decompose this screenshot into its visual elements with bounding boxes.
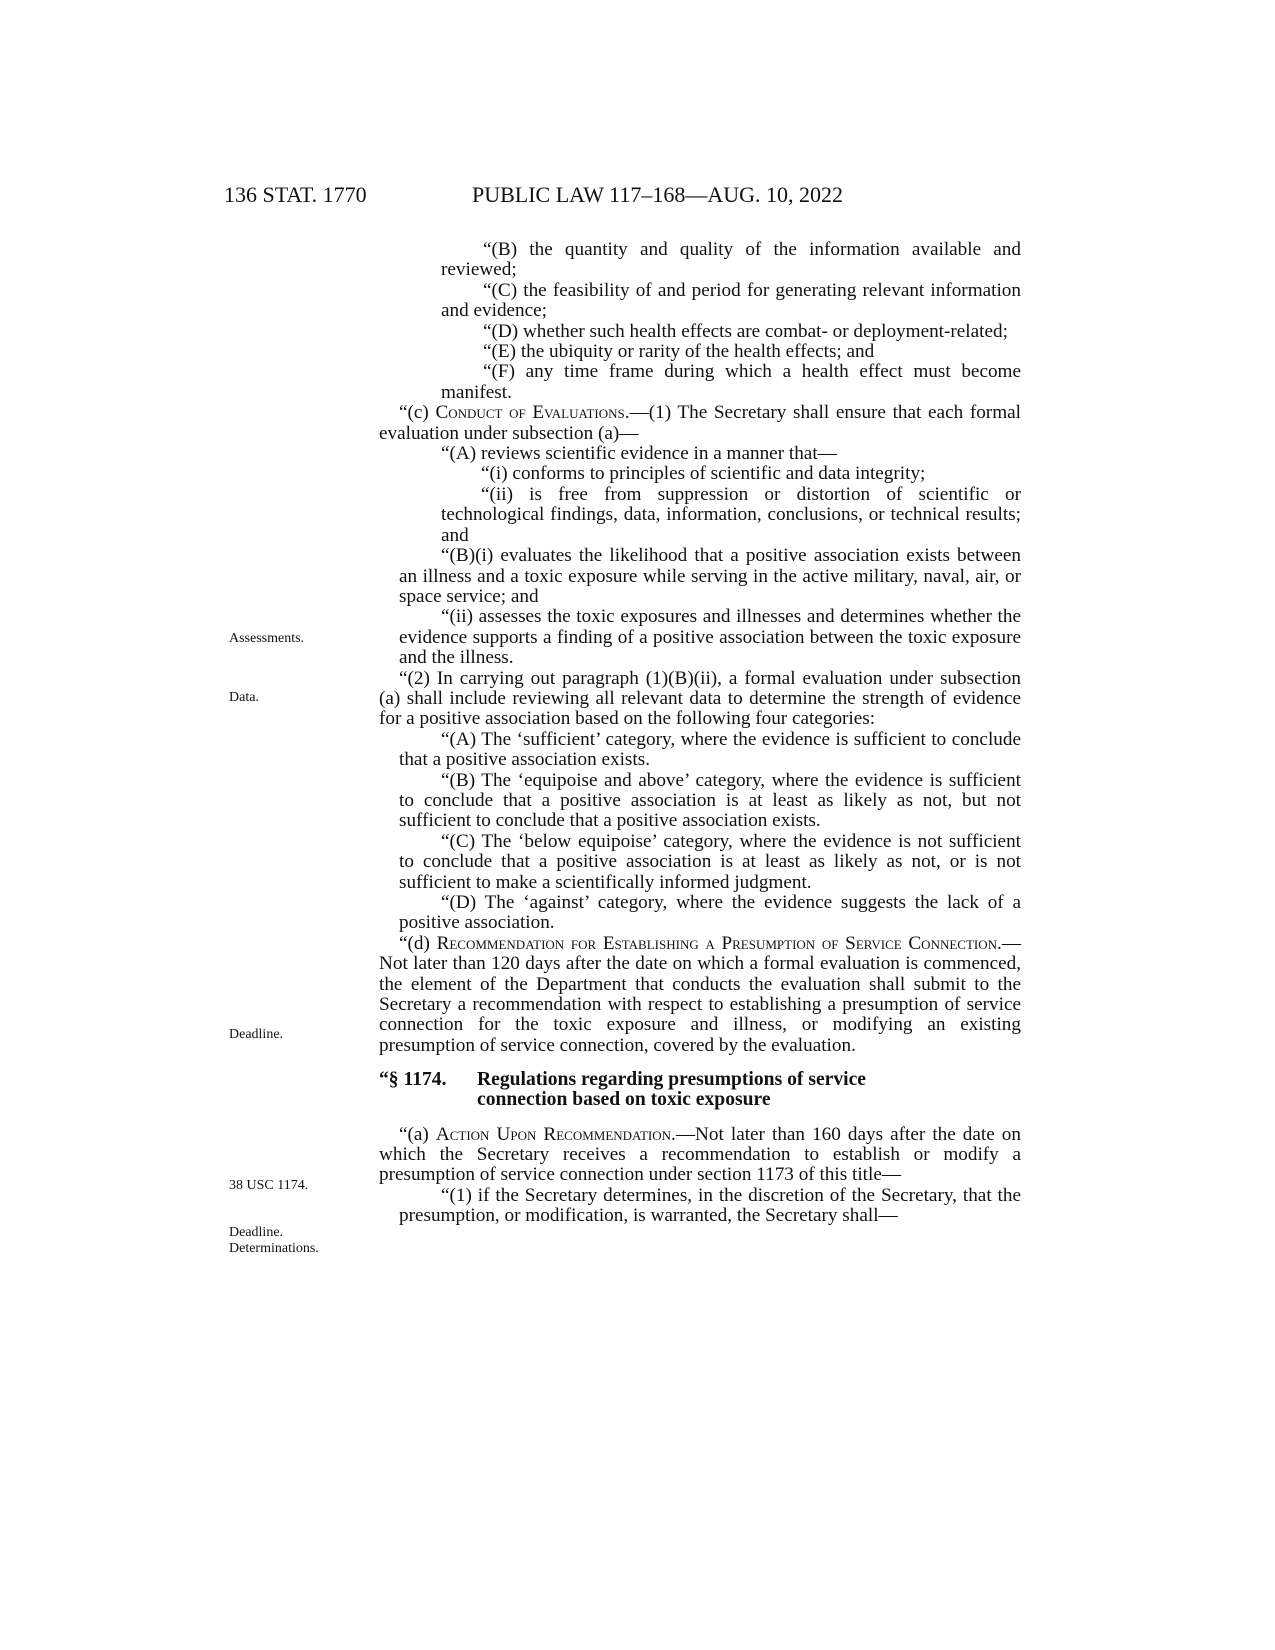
category-c-below-equipoise: “(C) The ‘below equipoise’ category, where the evidence is not sufficient to conclude that a positive association is at least as likely as not, or is not sufficient to make a scientifically informed judgment.	[399, 830, 1021, 893]
subsection-d-recommendation	[379, 934, 1021, 1056]
paragraph-2-carrying-out: “(2) In carrying out paragraph (1)(B)(ii), a formal evaluation under subsection (a) shall include reviewing all relevant data to determine the strength of evidence for a positive association based on the following four categories:	[379, 667, 1021, 730]
paragraph-bi-evaluates: “(B)(i) evaluates the likelihood that a positive association exists between an illness and a toxic exposure while serving in the active military, naval, air, or space service; and	[399, 545, 1021, 607]
section-title-line-2: connection based on toxic exposure	[477, 1089, 771, 1111]
margin-note-deadline-2: Deadline.	[229, 1225, 284, 1240]
margin-note-assessments: Assessments.	[229, 631, 305, 646]
margin-note-deadline: Deadline.	[229, 1027, 284, 1042]
subsection-c-heading: Conduct of Evaluations	[435, 402, 625, 424]
subsection-c-conduct	[379, 403, 1021, 444]
subsection-a-heading: Action Upon Recommendation	[435, 1123, 672, 1145]
paragraph-c-feasibility: “(C) the feasibility of and period for generating relevant information and evidence;	[441, 279, 1021, 322]
section-number: “§ 1174.	[379, 1069, 447, 1091]
subsection-c-text: .—(1) The Secretary shall ensure that each formal evaluation under subsection (a)—	[379, 402, 1021, 444]
document-body	[379, 240, 1021, 1227]
paragraph-f-timeframe: “(F) any time frame during which a health effect must become manifest.	[441, 361, 1021, 403]
paragraph-e-ubiquity: “(E) the ubiquity or rarity of the health effects; and	[483, 341, 875, 363]
category-d-against: “(D) The ‘against’ category, where the evidence suggests the lack of a positive association.	[399, 892, 1021, 934]
subsection-a-text: .—Not later than 160 days after the date on which the Secretary receives a recommendation to establish or modify a presumption of service connection under section 1173 of this title—	[379, 1123, 1021, 1186]
subsection-d-lead: “(d)	[399, 932, 437, 954]
running-head: PUBLIC LAW 117–168—AUG. 10, 2022	[472, 182, 844, 207]
paragraph-ii-assesses: “(ii) assesses the toxic exposures and illnesses and determines whether the evidence supports a finding of a positive association between the toxic exposure and the illness.	[399, 606, 1021, 669]
paragraph-d-combat: “(D) whether such health effects are combat- or deployment-related;	[483, 320, 1008, 342]
margin-note-data: Data.	[229, 690, 259, 705]
subsection-d-heading: Recommendation for Establishing a Presumption of Service Connection	[436, 932, 998, 954]
subsection-d-text: .—Not later than 120 days after the date on which a formal evaluation is commenced, the element of the Department that conducts the evaluation shall submit to the Secretary a recommendation with respect to establishing a presumption of service connection for the toxic exposure and illness, or modifying an existing presumption of service connection, covered by the evaluation.	[379, 932, 1021, 1056]
category-b-equipoise: “(B) The ‘equipoise and above’ category, where the evidence is sufficient to conclude that a positive association is at least as likely as not, but not sufficient to conclude that a positive association exists.	[399, 769, 1021, 832]
paragraph-a-reviews: “(A) reviews scientific evidence in a manner that—	[441, 443, 837, 465]
paragraph-ii-free: “(ii) is free from suppression or distortion of scientific or technological findings, data, information, conclusions, or technical results; and	[441, 483, 1021, 546]
section-1174-heading	[379, 1070, 1021, 1110]
section-title-line-1: Regulations regarding presumptions of service	[477, 1069, 866, 1091]
margin-note-usc-citation: 38 USC 1174.	[229, 1178, 309, 1193]
subsection-c-lead: “(c)	[399, 402, 436, 424]
category-a-sufficient: “(A) The ‘sufficient’ category, where the evidence is sufficient to conclude that a positive association exists.	[399, 728, 1021, 771]
paragraph-b-quantity: “(B) the quantity and quality of the information available and reviewed;	[441, 239, 1021, 281]
margin-note-determinations: Determinations.	[229, 1241, 319, 1256]
page-stat-number: 136 STAT. 1770	[224, 182, 367, 207]
paragraph-1-determines: “(1) if the Secretary determines, in the discretion of the Secretary, that the presumption, or modification, is warranted, the Secretary shall—	[399, 1184, 1021, 1227]
subsection-a-lead: “(a)	[399, 1123, 436, 1145]
paragraph-i-conforms: “(i) conforms to principles of scientific and data integrity;	[481, 463, 926, 485]
subsection-a-action	[379, 1125, 1021, 1186]
